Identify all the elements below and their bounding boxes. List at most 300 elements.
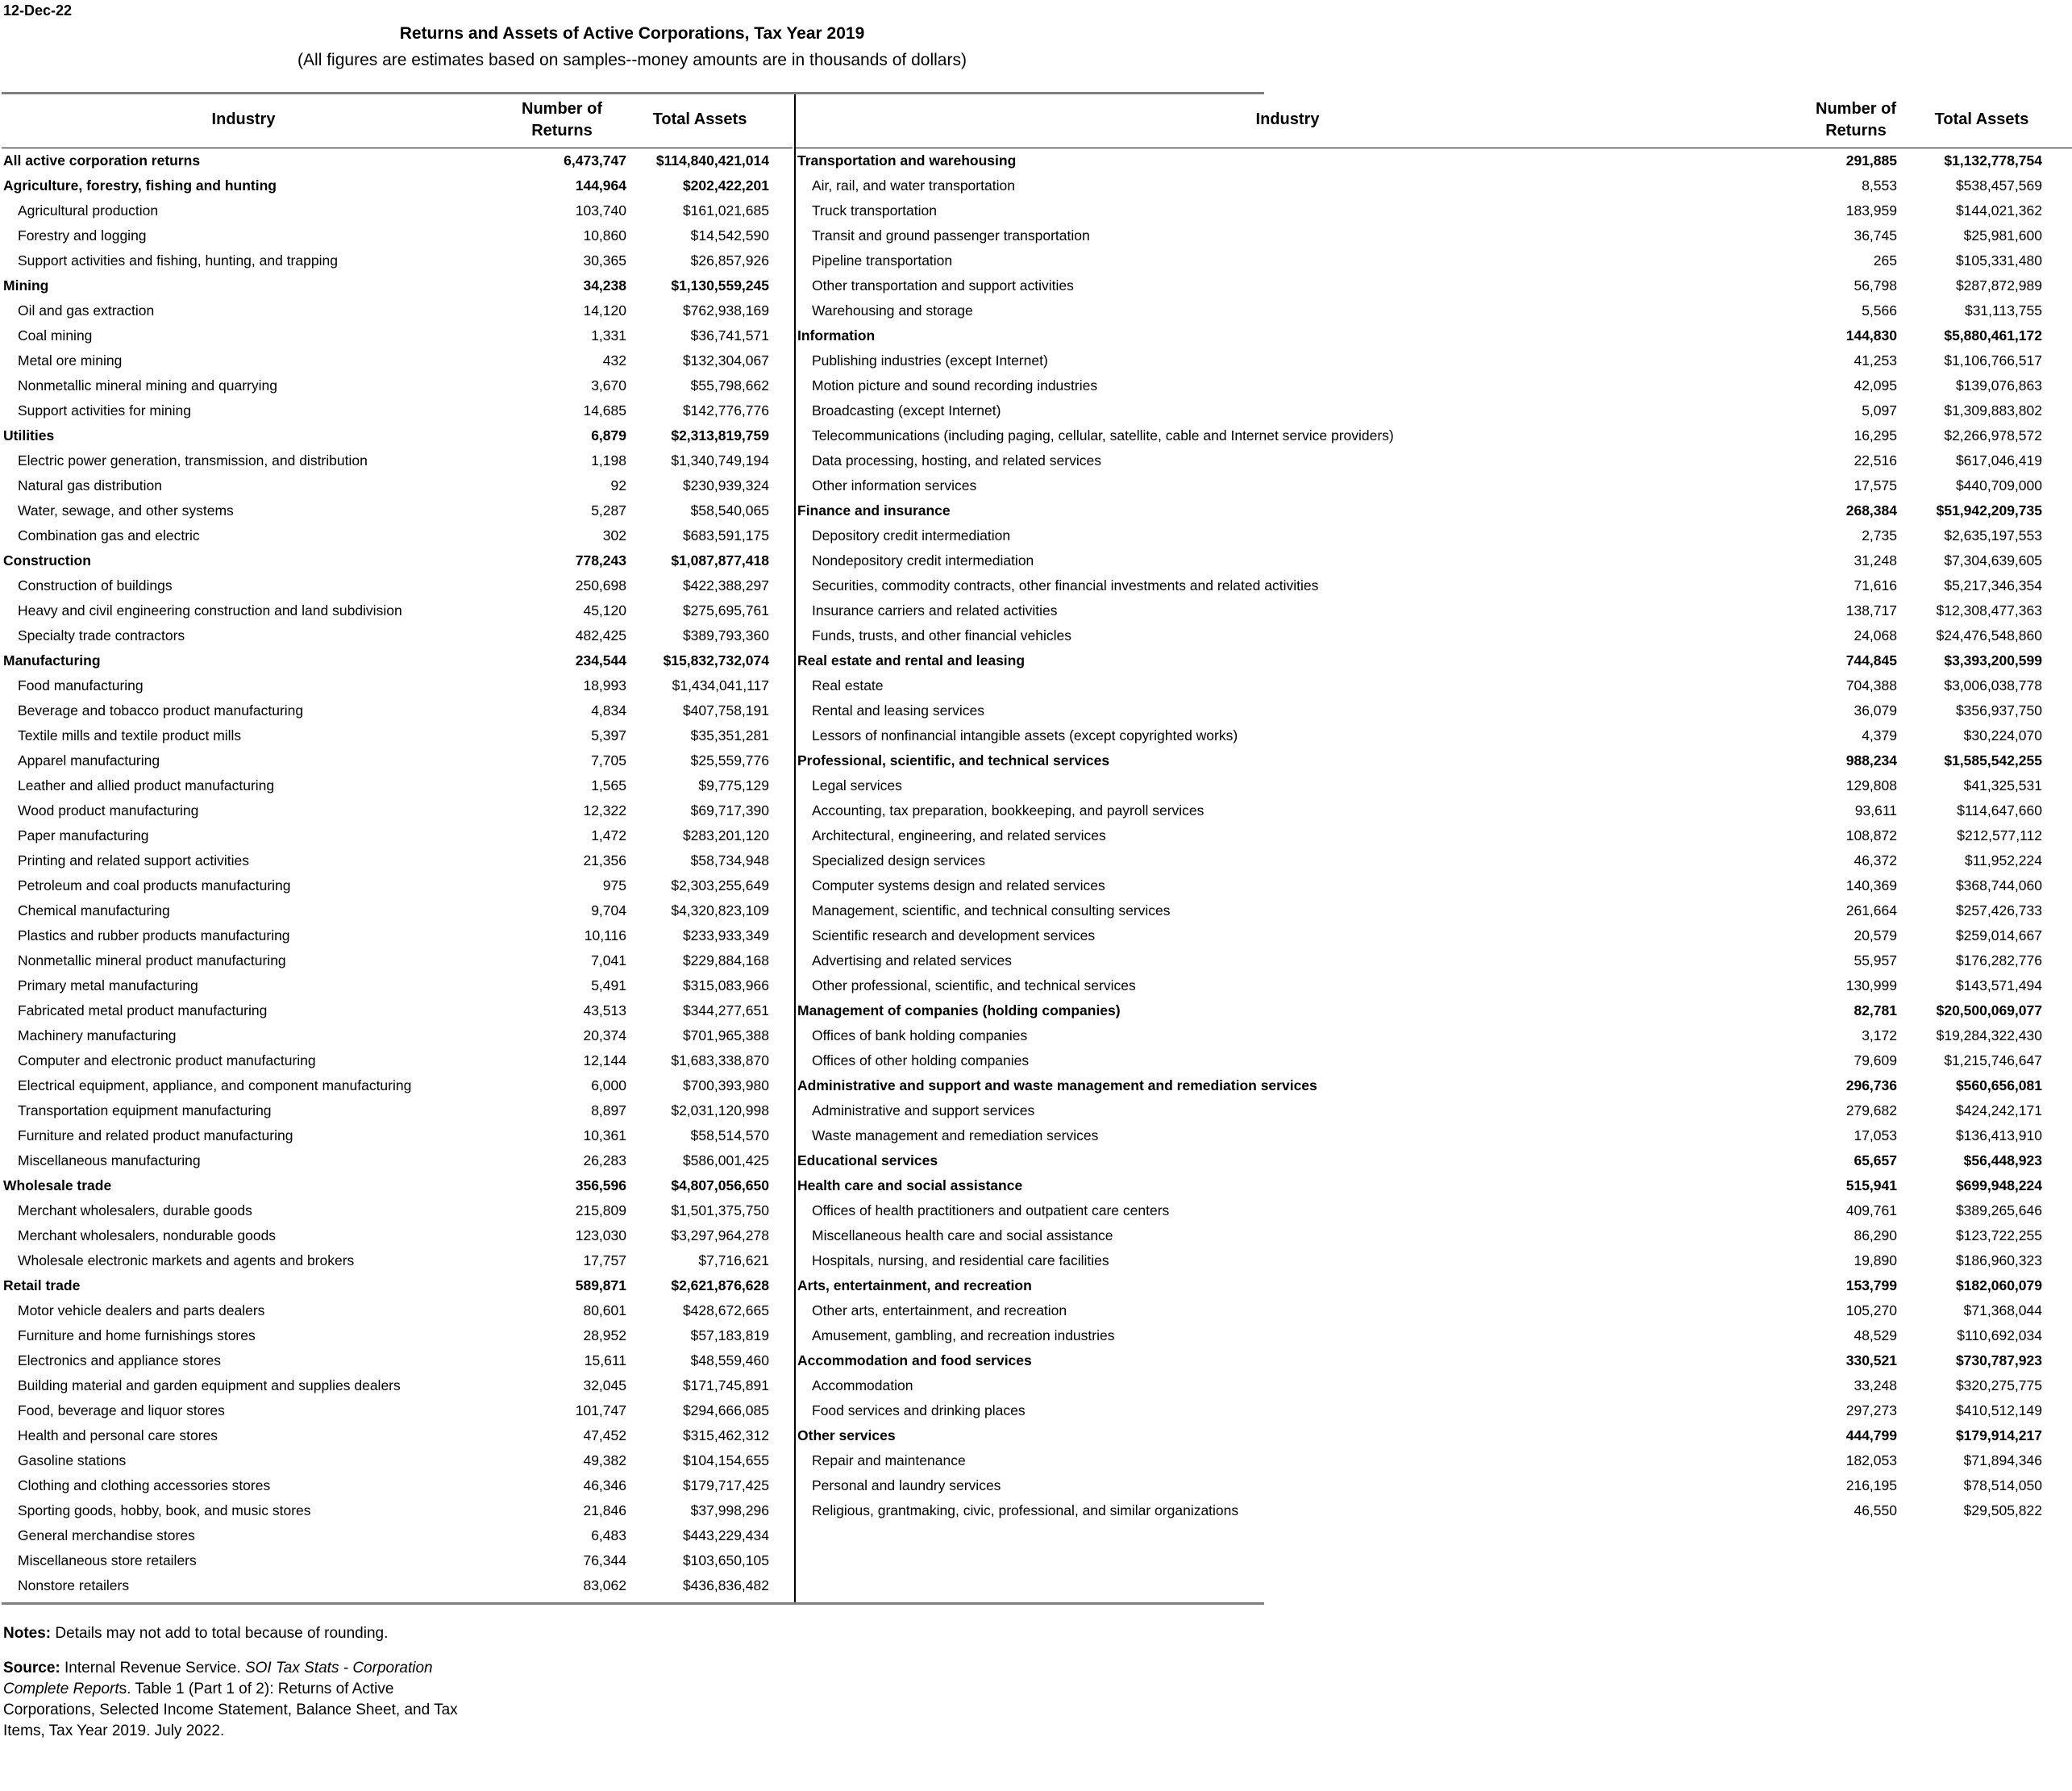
total-assets: $699,948,224 <box>1955 1177 2042 1193</box>
industry-label: Textile mills and textile product mills <box>18 727 242 743</box>
table-row <box>2 298 793 323</box>
table-row <box>2 1548 793 1573</box>
number-of-returns: 144,964 <box>575 177 626 194</box>
number-of-returns: 48,529 <box>1854 1327 1897 1343</box>
table-row <box>2 473 793 498</box>
table-row <box>2 1398 793 1423</box>
table-row <box>796 1098 2072 1123</box>
table-row <box>2 748 793 773</box>
number-of-returns: 10,361 <box>583 1127 626 1143</box>
header-returns-line2: Returns <box>531 122 593 140</box>
industry-label: Apparel manufacturing <box>18 752 160 768</box>
total-assets: $436,836,482 <box>682 1577 769 1593</box>
industry-label: Computer systems design and related services <box>812 877 1105 893</box>
industry-label: Accommodation and food services <box>797 1352 1032 1368</box>
total-assets: $1,585,542,255 <box>1944 752 2042 768</box>
number-of-returns: 129,808 <box>1845 777 1897 793</box>
number-of-returns: 105,270 <box>1845 1302 1897 1318</box>
table-row <box>2 1323 793 1348</box>
table-row <box>2 998 793 1023</box>
table-row <box>2 523 793 548</box>
source-label: Source: <box>3 1660 60 1676</box>
industry-label: Manufacturing <box>3 652 101 669</box>
table-row <box>796 648 2072 673</box>
table-row <box>796 1473 2072 1498</box>
number-of-returns: 975 <box>602 877 626 893</box>
source-italic: SOI Tax Stats - Corporation Complete Report <box>3 1660 433 1697</box>
number-of-returns: 12,144 <box>583 1052 626 1068</box>
total-assets: $20,500,069,077 <box>1936 1002 2042 1018</box>
total-assets: $315,083,966 <box>682 977 769 993</box>
table-row <box>796 1198 2072 1223</box>
total-assets: $37,998,296 <box>690 1502 769 1518</box>
table-row <box>2 1073 793 1098</box>
industry-label: All active corporation returns <box>3 152 201 169</box>
total-assets: $701,965,388 <box>682 1027 769 1043</box>
total-assets: $2,313,819,759 <box>671 427 769 444</box>
number-of-returns: 41,253 <box>1854 352 1897 369</box>
table-row <box>796 173 2072 198</box>
total-assets: $389,793,360 <box>682 627 769 644</box>
industry-label: Support activities for mining <box>18 402 191 419</box>
table-row <box>2 648 793 673</box>
table-row <box>796 548 2072 573</box>
total-assets: $560,656,081 <box>1955 1077 2042 1093</box>
table-row <box>2 1273 793 1298</box>
total-assets: $9,775,129 <box>698 777 769 793</box>
number-of-returns: 18,993 <box>583 677 626 693</box>
industry-label: Specialty trade contractors <box>18 627 185 644</box>
number-of-returns: 988,234 <box>1845 752 1897 768</box>
table-row <box>2 1098 793 1123</box>
table-row <box>2 598 793 623</box>
table-row <box>796 223 2072 248</box>
number-of-returns: 31,248 <box>1854 552 1897 569</box>
total-assets: $4,320,823,109 <box>671 902 769 918</box>
industry-label: Truck transportation <box>812 202 937 219</box>
table-row <box>796 1073 2072 1098</box>
industry-label: Personal and laundry services <box>812 1477 1001 1493</box>
number-of-returns: 409,761 <box>1845 1202 1897 1218</box>
total-assets: $41,325,531 <box>1963 777 2042 793</box>
total-assets: $25,981,600 <box>1963 227 2042 244</box>
number-of-returns: 5,566 <box>1862 302 1897 319</box>
table-row <box>796 1248 2072 1273</box>
industry-label: Religious, grantmaking, civic, professional, and similar organizations <box>812 1502 1239 1518</box>
table-row <box>2 623 793 648</box>
industry-label: Other transportation and support activities <box>812 277 1074 294</box>
table-row <box>2 823 793 848</box>
total-assets: $440,709,000 <box>1955 477 2042 494</box>
source-text-1: Internal Revenue Service. <box>60 1660 245 1676</box>
industry-label: Scientific research and development services <box>812 927 1096 943</box>
total-assets: $2,031,120,998 <box>671 1102 769 1118</box>
total-assets: $1,087,877,418 <box>671 552 769 569</box>
table-row <box>2 1148 793 1173</box>
left-rows <box>2 148 793 1598</box>
industry-label: Insurance carriers and related activities <box>812 602 1058 619</box>
source-citation <box>3 1658 487 1742</box>
industry-label: Nondepository credit intermediation <box>812 552 1034 569</box>
number-of-returns: 16,295 <box>1854 427 1897 444</box>
number-of-returns: 46,346 <box>583 1477 626 1493</box>
industry-label: Support activities and fishing, hunting, and trapping <box>18 252 338 269</box>
total-assets: $144,021,362 <box>1955 202 2042 219</box>
table-row <box>2 873 793 898</box>
total-assets: $15,832,732,074 <box>663 652 769 669</box>
right-panel <box>794 94 2072 1602</box>
number-of-returns: 296,736 <box>1845 1077 1897 1093</box>
header-industry: Industry <box>211 110 276 128</box>
source-text-2: s. Table 1 (Part 1 of 2): Returns of Active Corporations, Selected Income Statement, Balance Sheet, and Tax Items, Tax Year 2019. July 2022. <box>3 1681 458 1739</box>
table-row <box>796 723 2072 748</box>
number-of-returns: 26,283 <box>583 1152 626 1168</box>
total-assets: $136,413,910 <box>1955 1127 2042 1143</box>
industry-label: Legal services <box>812 777 902 793</box>
industry-label: Hospitals, nursing, and residential care facilities <box>812 1252 1109 1268</box>
notes-label: Notes: <box>3 1625 52 1642</box>
number-of-returns: 103,740 <box>575 202 626 219</box>
industry-label: Food services and drinking places <box>812 1402 1026 1418</box>
table-row <box>2 1348 793 1373</box>
table-row <box>796 1348 2072 1373</box>
industry-label: Offices of bank holding companies <box>812 1027 1028 1043</box>
total-assets: $287,872,989 <box>1955 277 2042 294</box>
header-returns <box>1804 98 1908 142</box>
number-of-returns: 4,379 <box>1862 727 1897 743</box>
number-of-returns: 216,195 <box>1845 1477 1897 1493</box>
number-of-returns: 6,483 <box>591 1527 626 1543</box>
number-of-returns: 1,198 <box>591 452 626 469</box>
industry-label: Combination gas and electric <box>18 527 200 544</box>
table-row <box>796 523 2072 548</box>
total-assets: $389,265,646 <box>1955 1202 2042 1218</box>
total-assets: $35,351,281 <box>690 727 769 743</box>
table-row <box>796 823 2072 848</box>
number-of-returns: 6,879 <box>591 427 626 444</box>
table-row <box>796 148 2072 173</box>
number-of-returns: 234,544 <box>575 652 626 669</box>
number-of-returns: 3,670 <box>591 377 626 394</box>
table-row <box>2 1573 793 1598</box>
total-assets: $1,215,746,647 <box>1944 1052 2042 1068</box>
total-assets: $179,914,217 <box>1955 1427 2042 1443</box>
table-row <box>2 423 793 448</box>
number-of-returns: 21,356 <box>583 852 626 868</box>
industry-label: Utilities <box>3 427 55 444</box>
industry-label: Broadcasting (except Internet) <box>812 402 1001 419</box>
industry-label: Warehousing and storage <box>812 302 973 319</box>
table-row <box>796 1498 2072 1523</box>
number-of-returns: 93,611 <box>1854 802 1897 818</box>
industry-label: General merchandise stores <box>18 1527 195 1543</box>
table-row <box>2 373 793 398</box>
total-assets: $31,113,755 <box>1964 302 2042 319</box>
total-assets: $11,952,224 <box>1964 852 2042 868</box>
total-assets: $344,277,651 <box>682 1002 769 1018</box>
number-of-returns: 46,550 <box>1854 1502 1897 1518</box>
number-of-returns: 356,596 <box>575 1177 626 1193</box>
table-row <box>796 773 2072 798</box>
number-of-returns: 5,397 <box>591 727 626 743</box>
total-assets: $2,635,197,553 <box>1944 527 2042 544</box>
total-assets: $410,512,149 <box>1955 1402 2042 1418</box>
industry-label: Leather and allied product manufacturing <box>18 777 275 793</box>
total-assets: $114,840,421,014 <box>655 152 769 169</box>
industry-label: Fabricated metal product manufacturing <box>18 1002 268 1018</box>
total-assets: $58,514,570 <box>690 1127 769 1143</box>
total-assets: $139,076,863 <box>1955 377 2042 394</box>
table-row <box>2 1298 793 1323</box>
industry-label: Architectural, engineering, and related services <box>812 827 1106 843</box>
total-assets: $3,006,038,778 <box>1944 677 2042 693</box>
table-row <box>2 848 793 873</box>
total-assets: $57,183,819 <box>690 1327 769 1343</box>
number-of-returns: 17,757 <box>583 1252 626 1268</box>
number-of-returns: 76,344 <box>583 1552 626 1568</box>
total-assets: $186,960,323 <box>1955 1252 2042 1268</box>
total-assets: $443,229,434 <box>682 1527 769 1543</box>
industry-label: Paper manufacturing <box>18 827 149 843</box>
total-assets: $586,001,425 <box>682 1152 769 1168</box>
total-assets: $230,939,324 <box>682 477 769 494</box>
table-row <box>2 323 793 348</box>
table-row <box>2 1498 793 1523</box>
total-assets: $143,571,494 <box>1955 977 2042 993</box>
total-assets: $58,540,065 <box>690 502 769 519</box>
total-assets: $428,672,665 <box>682 1302 769 1318</box>
total-assets: $56,448,923 <box>1963 1152 2042 1168</box>
industry-label: Offices of health practitioners and outpatient care centers <box>812 1202 1170 1218</box>
industry-label: Telecommunications (including paging, cellular, satellite, cable and Internet service providers) <box>812 427 1394 444</box>
industry-label: Repair and maintenance <box>812 1452 966 1468</box>
total-assets: $2,266,978,572 <box>1944 427 2042 444</box>
industry-label: Amusement, gambling, and recreation industries <box>812 1327 1115 1343</box>
total-assets: $259,014,667 <box>1955 927 2042 943</box>
number-of-returns: 778,243 <box>575 552 626 569</box>
industry-label: Depository credit intermediation <box>812 527 1011 544</box>
table-row <box>796 398 2072 423</box>
table-row <box>2 1173 793 1198</box>
table-row <box>2 1423 793 1448</box>
number-of-returns: 49,382 <box>583 1452 626 1468</box>
total-assets: $1,132,778,754 <box>1944 152 2042 169</box>
table-row <box>2 173 793 198</box>
number-of-returns: 1,472 <box>591 827 626 843</box>
number-of-returns: 86,290 <box>1854 1227 1897 1243</box>
industry-label: Electric power generation, transmission, and distribution <box>18 452 368 469</box>
total-assets: $683,591,175 <box>682 527 769 544</box>
industry-label: Transportation equipment manufacturing <box>18 1102 272 1118</box>
industry-label: Mining <box>3 277 49 294</box>
total-assets: $29,505,822 <box>1963 1502 2042 1518</box>
industry-label: Real estate <box>812 677 884 693</box>
number-of-returns: 34,238 <box>583 277 626 294</box>
industry-label: Furniture and home furnishings stores <box>18 1327 256 1343</box>
table-row <box>796 198 2072 223</box>
total-assets: $283,201,120 <box>682 827 769 843</box>
number-of-returns: 130,999 <box>1845 977 1897 993</box>
total-assets: $176,282,776 <box>1955 952 2042 968</box>
industry-label: Other services <box>797 1427 896 1443</box>
table-row <box>2 673 793 698</box>
number-of-returns: 56,798 <box>1854 277 1897 294</box>
total-assets: $114,647,660 <box>1957 802 2042 818</box>
total-assets: $48,559,460 <box>690 1352 769 1368</box>
table-row <box>796 298 2072 323</box>
industry-label: Food manufacturing <box>18 677 144 693</box>
number-of-returns: 138,717 <box>1845 602 1897 619</box>
table-row <box>796 898 2072 923</box>
total-assets: $7,716,621 <box>698 1252 769 1268</box>
table-row <box>796 923 2072 948</box>
total-assets: $762,938,169 <box>682 302 769 319</box>
total-assets: $25,559,776 <box>690 752 769 768</box>
total-assets: $202,422,201 <box>682 177 769 194</box>
total-assets: $1,434,041,117 <box>672 677 769 693</box>
header-assets: Total Assets <box>1934 110 2029 128</box>
number-of-returns: 744,845 <box>1845 652 1897 669</box>
number-of-returns: 704,388 <box>1845 677 1897 693</box>
table-row <box>2 348 793 373</box>
total-assets: $700,393,980 <box>682 1077 769 1093</box>
table-row <box>2 698 793 723</box>
table-row <box>796 848 2072 873</box>
number-of-returns: 22,516 <box>1854 452 1897 469</box>
industry-label: Health care and social assistance <box>797 1177 1023 1193</box>
number-of-returns: 47,452 <box>583 1427 626 1443</box>
industry-label: Offices of other holding companies <box>812 1052 1030 1068</box>
number-of-returns: 123,030 <box>575 1227 626 1243</box>
industry-label: Accounting, tax preparation, bookkeeping, and payroll services <box>812 802 1205 818</box>
total-assets: $315,462,312 <box>682 1427 769 1443</box>
industry-label: Agricultural production <box>18 202 159 219</box>
number-of-returns: 291,885 <box>1845 152 1897 169</box>
total-assets: $2,621,876,628 <box>671 1277 769 1293</box>
industry-label: Metal ore mining <box>18 352 123 369</box>
industry-label: Agriculture, forestry, fishing and hunting <box>3 177 277 194</box>
number-of-returns: 10,860 <box>583 227 626 244</box>
table-row <box>2 1123 793 1148</box>
number-of-returns: 515,941 <box>1845 1177 1897 1193</box>
industry-label: Miscellaneous store retailers <box>18 1552 197 1568</box>
table-row <box>796 698 2072 723</box>
number-of-returns: 83,062 <box>583 1577 626 1593</box>
number-of-returns: 5,097 <box>1862 402 1897 419</box>
number-of-returns: 482,425 <box>575 627 626 644</box>
table-row <box>796 1223 2072 1248</box>
industry-label: Petroleum and coal products manufacturing <box>18 877 291 893</box>
total-assets: $1,501,375,750 <box>671 1202 769 1218</box>
table-row <box>796 873 2072 898</box>
number-of-returns: 101,747 <box>575 1402 626 1418</box>
number-of-returns: 261,664 <box>1845 902 1897 918</box>
table-row <box>796 1423 2072 1448</box>
total-assets: $123,722,255 <box>1955 1227 2042 1243</box>
number-of-returns: 183,959 <box>1845 202 1897 219</box>
table-subtitle: (All figures are estimates based on samples--money amounts are in thousands of dollars) <box>297 51 967 69</box>
total-assets: $212,577,112 <box>1957 827 2042 843</box>
industry-label: Funds, trusts, and other financial vehicles <box>812 627 1071 644</box>
industry-label: Other information services <box>812 477 977 494</box>
header-assets: Total Assets <box>652 110 747 128</box>
industry-label: Miscellaneous health care and social assistance <box>812 1227 1113 1243</box>
industry-label: Gasoline stations <box>18 1452 127 1468</box>
table-row <box>796 1273 2072 1298</box>
industry-label: Finance and insurance <box>797 502 951 519</box>
total-assets: $5,880,461,172 <box>1944 327 2042 344</box>
total-assets: $71,368,044 <box>1963 1302 2042 1318</box>
total-assets: $3,297,964,278 <box>671 1227 769 1243</box>
table-row <box>2 1023 793 1048</box>
table-row <box>796 623 2072 648</box>
total-assets: $368,744,060 <box>1955 877 2042 893</box>
total-assets: $730,787,923 <box>1955 1352 2042 1368</box>
total-assets: $69,717,390 <box>690 802 769 818</box>
number-of-returns: 297,273 <box>1845 1402 1897 1418</box>
industry-label: Natural gas distribution <box>18 477 162 494</box>
total-assets: $105,331,480 <box>1955 252 2042 269</box>
table-row <box>2 548 793 573</box>
industry-label: Transportation and warehousing <box>797 152 1017 169</box>
table-row <box>796 673 2072 698</box>
total-assets: $5,217,346,354 <box>1944 577 2042 594</box>
number-of-returns: 24,068 <box>1854 627 1897 644</box>
number-of-returns: 9,704 <box>591 902 626 918</box>
number-of-returns: 432 <box>602 352 626 369</box>
industry-label: Nonmetallic mineral product manufacturing <box>18 952 286 968</box>
industry-label: Arts, entertainment, and recreation <box>797 1277 1032 1293</box>
number-of-returns: 1,565 <box>591 777 626 793</box>
table-row <box>796 473 2072 498</box>
table-row <box>796 1373 2072 1398</box>
table-row <box>2 148 793 173</box>
number-of-returns: 43,513 <box>583 1002 626 1018</box>
table-row <box>2 1448 793 1473</box>
industry-label: Motor vehicle dealers and parts dealers <box>18 1302 265 1318</box>
number-of-returns: 79,609 <box>1854 1052 1897 1068</box>
industry-label: Real estate and rental and leasing <box>797 652 1026 669</box>
total-assets: $14,542,590 <box>690 227 769 244</box>
total-assets: $78,514,050 <box>1963 1477 2042 1493</box>
header-returns <box>501 98 622 142</box>
table-row <box>796 1123 2072 1148</box>
table-row <box>796 373 2072 398</box>
industry-label: Oil and gas extraction <box>18 302 155 319</box>
table-row <box>2 773 793 798</box>
number-of-returns: 5,491 <box>591 977 626 993</box>
table-row <box>2 573 793 598</box>
table-row <box>2 973 793 998</box>
industry-label: Transit and ground passenger transportation <box>812 227 1090 244</box>
industry-label: Furniture and related product manufacturing <box>18 1127 293 1143</box>
table-row <box>2 1248 793 1273</box>
total-assets: $171,745,891 <box>682 1377 769 1393</box>
table-row <box>796 448 2072 473</box>
table-row <box>796 348 2072 373</box>
returns-assets-table <box>2 92 2042 1605</box>
number-of-returns: 250,698 <box>575 577 626 594</box>
table-row <box>2 723 793 748</box>
industry-label: Other professional, scientific, and technical services <box>812 977 1136 993</box>
industry-label: Lessors of nonfinancial intangible assets (except copyrighted works) <box>812 727 1238 743</box>
industry-label: Publishing industries (except Internet) <box>812 352 1048 369</box>
industry-label: Waste management and remediation services <box>812 1127 1099 1143</box>
header-industry: Industry <box>1255 110 1320 128</box>
number-of-returns: 6,000 <box>591 1077 626 1093</box>
total-assets: $132,304,067 <box>682 352 769 369</box>
industry-label: Primary metal manufacturing <box>18 977 198 993</box>
